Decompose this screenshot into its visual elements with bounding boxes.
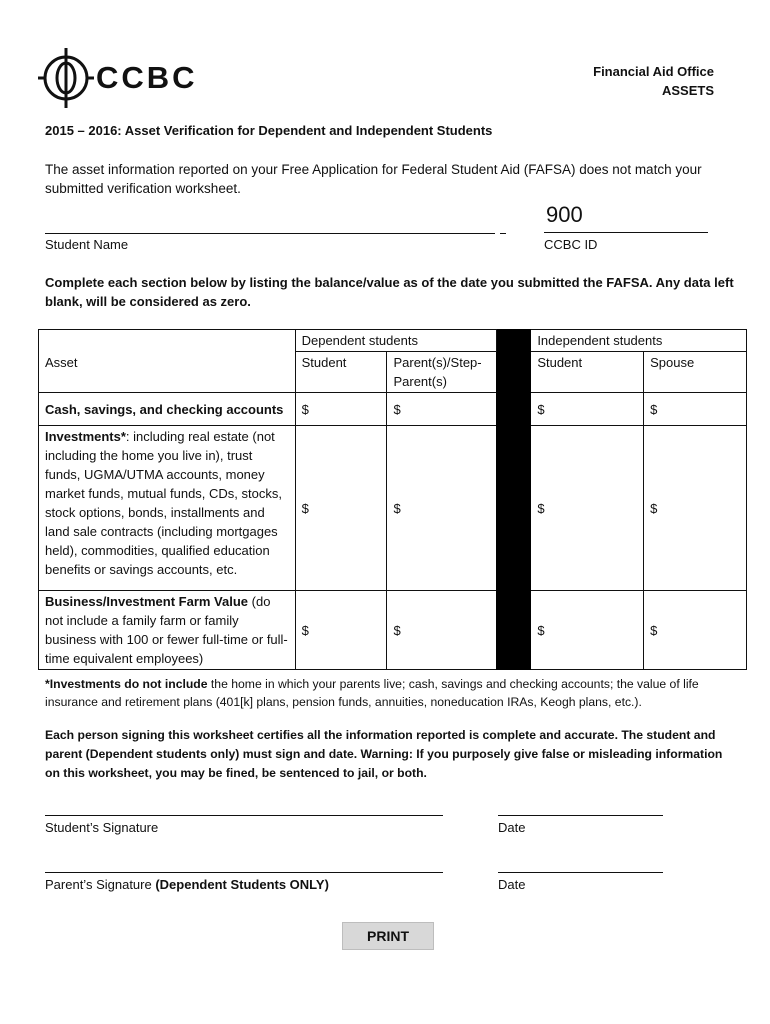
business-ind-student-input[interactable]: $ bbox=[531, 591, 644, 670]
intro-paragraph: The asset information reported on your Free Application for Federal Student Aid (FAFSA) does not match your submitted verification worksheet. bbox=[45, 162, 702, 196]
parent-date-label: Date bbox=[498, 877, 526, 892]
col-parents: Parent(s)/Step-Parent(s) bbox=[387, 352, 497, 393]
title-year: 2015 – 2016 bbox=[45, 123, 118, 138]
investments-ind-student-input[interactable]: $ bbox=[531, 426, 644, 591]
col-spouse: Spouse bbox=[644, 352, 747, 393]
ccbc-id-label: CCBC ID bbox=[544, 237, 598, 252]
parent-date-field[interactable] bbox=[498, 872, 663, 873]
document-type: ASSETS bbox=[661, 83, 714, 98]
business-dep-student-input[interactable]: $ bbox=[295, 591, 387, 670]
student-signature-field[interactable] bbox=[45, 815, 443, 816]
investments-spouse-input[interactable]: $ bbox=[644, 426, 747, 591]
parent-signature-label bbox=[45, 877, 329, 892]
col-ind-student: Student bbox=[531, 352, 644, 393]
business-desc: (do not include a family farm or family business with 100 or fewer full-time or full-time equivalent employees) bbox=[45, 594, 288, 666]
row-cash-label: Cash, savings, and checking accounts bbox=[39, 393, 296, 426]
investments-dep-student-input[interactable]: $ bbox=[295, 426, 387, 591]
student-name-label: Student Name bbox=[45, 237, 129, 252]
parent-signature-note: (Dependent Students ONLY) bbox=[155, 877, 329, 892]
divider-column bbox=[497, 330, 531, 670]
col-dep-student: Student bbox=[295, 352, 387, 393]
student-signature-label: Student’s Signature bbox=[45, 820, 159, 835]
independent-header: Independent students bbox=[531, 330, 747, 352]
logo-wordmark: CCBC bbox=[96, 60, 198, 95]
business-term: Business/Investment Farm Value bbox=[45, 594, 249, 609]
cash-spouse-input[interactable]: $ bbox=[644, 393, 747, 426]
title-rest: : Asset Verification for Dependent and Independent Students bbox=[117, 123, 493, 138]
page-title bbox=[45, 123, 492, 138]
ccbc-emblem-icon bbox=[36, 46, 96, 110]
student-name-field[interactable] bbox=[45, 233, 495, 234]
business-spouse-input[interactable]: $ bbox=[644, 591, 747, 670]
parent-signature-text: Parent’s Signature bbox=[45, 877, 156, 892]
ccbc-id-field[interactable] bbox=[544, 232, 708, 233]
table-header-row-2 bbox=[39, 352, 747, 393]
student-date-label: Date bbox=[498, 820, 526, 835]
student-date-field[interactable] bbox=[498, 815, 663, 816]
table-row bbox=[39, 591, 747, 670]
cash-ind-student-input[interactable]: $ bbox=[531, 393, 644, 426]
instructions: Complete each section below by listing the balance/value as of the date you submitted the FAFSA. Any data left blank, will be considered as zero. bbox=[45, 275, 734, 309]
investments-term: Investments* bbox=[45, 429, 126, 444]
ccbc-id-value[interactable]: 900 bbox=[546, 202, 583, 227]
parent-signature-field[interactable] bbox=[45, 872, 443, 873]
name-field-tail bbox=[500, 233, 506, 234]
cash-dep-student-input[interactable]: $ bbox=[295, 393, 387, 426]
print-button[interactable]: PRINT bbox=[342, 922, 434, 950]
assets-table bbox=[38, 329, 747, 670]
certification-warning: Each person signing this worksheet certifies all the information reported is complete and accurate. The student and parent (Dependent students only) must sign and date. Warning: If you purposely give false or misleading information on this worksheet, you may be fined, be sentenced to jail, or both. bbox=[45, 728, 723, 780]
business-parents-input[interactable]: $ bbox=[387, 591, 497, 670]
dependent-header: Dependent students bbox=[295, 330, 497, 352]
office-name: Financial Aid Office bbox=[593, 64, 714, 79]
footnote-body: the home in which your parents live; cash, savings and checking accounts; the value of life insurance and retirement plans (401[k] plans, pension funds, annuities, noneducation IRAs, Keogh plans, etc.). bbox=[45, 677, 699, 709]
cash-parents-input[interactable]: $ bbox=[387, 393, 497, 426]
row-business-label bbox=[39, 591, 296, 670]
table-row bbox=[39, 426, 747, 591]
table-header-row-1 bbox=[39, 330, 747, 352]
office-header bbox=[593, 62, 714, 100]
table-row bbox=[39, 393, 747, 426]
investments-parents-input[interactable]: $ bbox=[387, 426, 497, 591]
col-asset: Asset bbox=[39, 352, 296, 393]
footnote-lead: *Investments do not include bbox=[45, 677, 208, 691]
header-blank bbox=[39, 330, 296, 352]
investments-desc: : including real estate (not including the home you live in), trust funds, UGMA/UTMA accounts, money market funds, mutual funds, CDs, stocks, stock options, bonds, installments and land sale contracts (including mortgages held), commodities, qualified education benefits or savings accounts, etc. bbox=[45, 429, 282, 577]
row-investments-label bbox=[39, 426, 296, 591]
investments-footnote bbox=[45, 675, 735, 711]
